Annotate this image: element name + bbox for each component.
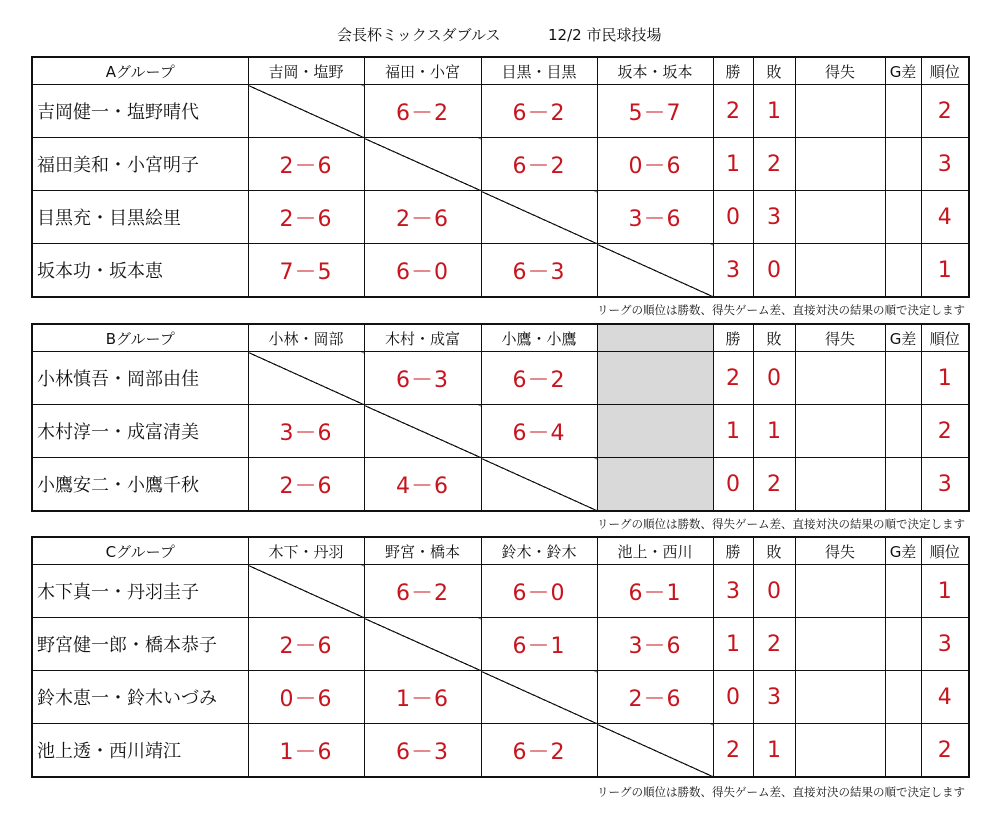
- rank-cell: 2: [921, 85, 969, 138]
- table-row: [32, 244, 969, 298]
- self-match-cell: [481, 671, 597, 724]
- col-gdiff: G差: [885, 57, 921, 85]
- win-count: 3: [713, 565, 753, 618]
- score-cell: 6－3: [364, 724, 481, 778]
- pair-name: 吉岡健一・塩野晴代: [32, 85, 248, 138]
- pair-name: 福田美和・小宮明子: [32, 138, 248, 191]
- group-name: Aグループ: [32, 57, 248, 85]
- score-cell: 6－2: [481, 138, 597, 191]
- rank-cell: 1: [921, 244, 969, 298]
- col-gdiff: G差: [885, 324, 921, 352]
- gdiff-cell: [885, 352, 921, 405]
- points-cell: [795, 191, 885, 244]
- gdiff-cell: [885, 191, 921, 244]
- score-cell: 2－6: [597, 671, 713, 724]
- self-match-cell: [248, 85, 364, 138]
- table-row: [32, 724, 969, 778]
- score-cell: 6－3: [481, 244, 597, 298]
- self-match-cell: [481, 458, 597, 512]
- loss-count: 1: [753, 724, 795, 778]
- col-win: 勝: [713, 57, 753, 85]
- pair-name: 目黒充・目黒絵里: [32, 191, 248, 244]
- score-cell: 6－1: [481, 618, 597, 671]
- self-match-cell: [248, 352, 364, 405]
- pair-name: 坂本功・坂本恵: [32, 244, 248, 298]
- col-team: 木下・丹羽: [248, 537, 364, 565]
- win-count: 1: [713, 618, 753, 671]
- self-match-cell: [364, 138, 481, 191]
- gdiff-cell: [885, 724, 921, 778]
- ranking-note: リーグの順位は勝数、得失ゲーム差、直接対決の結果の順で決定します: [597, 303, 965, 317]
- loss-count: 2: [753, 138, 795, 191]
- loss-count: 1: [753, 85, 795, 138]
- score-cell: 6－1: [597, 565, 713, 618]
- points-cell: [795, 565, 885, 618]
- score-cell: 0－6: [597, 138, 713, 191]
- gdiff-cell: [885, 618, 921, 671]
- group-b-table: [31, 323, 970, 512]
- pair-name: 野宮健一郎・橋本恭子: [32, 618, 248, 671]
- tournament-title: 会長杯ミックスダブルス: [337, 26, 501, 44]
- header-row: [32, 324, 969, 352]
- unused-column: [597, 324, 713, 352]
- pair-name: 木下真一・丹羽圭子: [32, 565, 248, 618]
- win-count: 2: [713, 85, 753, 138]
- win-count: 1: [713, 405, 753, 458]
- score-cell: 3－6: [597, 191, 713, 244]
- rank-cell: 2: [921, 724, 969, 778]
- score-cell: 0－6: [248, 671, 364, 724]
- points-cell: [795, 671, 885, 724]
- points-cell: [795, 138, 885, 191]
- col-team: 福田・小宮: [364, 57, 481, 85]
- col-rank: 順位: [921, 57, 969, 85]
- header-row: [32, 537, 969, 565]
- self-match-cell: [481, 191, 597, 244]
- rank-cell: 4: [921, 671, 969, 724]
- loss-count: 1: [753, 405, 795, 458]
- self-match-cell: [597, 724, 713, 778]
- loss-count: 3: [753, 191, 795, 244]
- col-win: 勝: [713, 537, 753, 565]
- col-rank: 順位: [921, 324, 969, 352]
- self-match-cell: [248, 565, 364, 618]
- col-team: 坂本・坂本: [597, 57, 713, 85]
- unused-column: [597, 352, 713, 405]
- score-cell: 6－2: [481, 85, 597, 138]
- col-points: 得失: [795, 324, 885, 352]
- page-title: [0, 24, 1000, 48]
- col-team: 木村・成富: [364, 324, 481, 352]
- win-count: 2: [713, 724, 753, 778]
- ranking-note: リーグの順位は勝数、得失ゲーム差、直接対決の結果の順で決定します: [597, 785, 965, 799]
- table-row: [32, 352, 969, 405]
- points-cell: [795, 458, 885, 512]
- score-cell: 5－7: [597, 85, 713, 138]
- col-points: 得失: [795, 537, 885, 565]
- win-count: 0: [713, 671, 753, 724]
- table-row: [32, 671, 969, 724]
- score-cell: 1－6: [248, 724, 364, 778]
- self-match-cell: [597, 244, 713, 298]
- table-row: [32, 191, 969, 244]
- rank-cell: 3: [921, 138, 969, 191]
- loss-count: 2: [753, 618, 795, 671]
- col-team: 吉岡・塩野: [248, 57, 364, 85]
- points-cell: [795, 405, 885, 458]
- score-cell: 3－6: [597, 618, 713, 671]
- win-count: 3: [713, 244, 753, 298]
- gdiff-cell: [885, 565, 921, 618]
- col-team: 目黒・目黒: [481, 57, 597, 85]
- table-row: [32, 458, 969, 512]
- col-team: 小鷹・小鷹: [481, 324, 597, 352]
- score-cell: 2－6: [248, 138, 364, 191]
- score-cell: 6－0: [364, 244, 481, 298]
- score-cell: 6－4: [481, 405, 597, 458]
- gdiff-cell: [885, 405, 921, 458]
- rank-cell: 3: [921, 458, 969, 512]
- loss-count: 0: [753, 244, 795, 298]
- gdiff-cell: [885, 458, 921, 512]
- score-cell: 6－2: [364, 85, 481, 138]
- points-cell: [795, 85, 885, 138]
- gdiff-cell: [885, 85, 921, 138]
- pair-name: 木村淳一・成富清美: [32, 405, 248, 458]
- col-loss: 敗: [753, 57, 795, 85]
- self-match-cell: [364, 405, 481, 458]
- win-count: 2: [713, 352, 753, 405]
- group-c-table: [31, 536, 970, 778]
- pair-name: 小鷹安二・小鷹千秋: [32, 458, 248, 512]
- unused-column: [597, 458, 713, 512]
- table-row: [32, 565, 969, 618]
- table-row: [32, 85, 969, 138]
- gdiff-cell: [885, 671, 921, 724]
- col-loss: 敗: [753, 537, 795, 565]
- points-cell: [795, 724, 885, 778]
- score-cell: 6－0: [481, 565, 597, 618]
- col-team: 野宮・橋本: [364, 537, 481, 565]
- col-team: 鈴木・鈴木: [481, 537, 597, 565]
- points-cell: [795, 244, 885, 298]
- rank-cell: 1: [921, 352, 969, 405]
- table-row: [32, 138, 969, 191]
- date-venue: 12/2 市民球技場: [548, 26, 662, 44]
- col-points: 得失: [795, 57, 885, 85]
- rank-cell: 1: [921, 565, 969, 618]
- gdiff-cell: [885, 138, 921, 191]
- header-row: [32, 57, 969, 85]
- group-a-table: [31, 56, 970, 298]
- score-cell: 6－2: [481, 352, 597, 405]
- col-gdiff: G差: [885, 537, 921, 565]
- win-count: 0: [713, 458, 753, 512]
- col-team: 池上・西川: [597, 537, 713, 565]
- score-cell: 2－6: [248, 458, 364, 512]
- win-count: 0: [713, 191, 753, 244]
- group-name: Cグループ: [32, 537, 248, 565]
- rank-cell: 3: [921, 618, 969, 671]
- score-cell: 2－6: [364, 191, 481, 244]
- score-cell: 3－6: [248, 405, 364, 458]
- col-loss: 敗: [753, 324, 795, 352]
- score-cell: 6－2: [364, 565, 481, 618]
- score-cell: 1－6: [364, 671, 481, 724]
- self-match-cell: [364, 618, 481, 671]
- pair-name: 池上透・西川靖江: [32, 724, 248, 778]
- points-cell: [795, 618, 885, 671]
- score-cell: 6－2: [481, 724, 597, 778]
- gdiff-cell: [885, 244, 921, 298]
- score-cell: 6－3: [364, 352, 481, 405]
- loss-count: 3: [753, 671, 795, 724]
- table-row: [32, 618, 969, 671]
- rank-cell: 4: [921, 191, 969, 244]
- loss-count: 2: [753, 458, 795, 512]
- ranking-note: リーグの順位は勝数、得失ゲーム差、直接対決の結果の順で決定します: [597, 517, 965, 531]
- score-cell: 7－5: [248, 244, 364, 298]
- col-win: 勝: [713, 324, 753, 352]
- pair-name: 鈴木恵一・鈴木いづみ: [32, 671, 248, 724]
- rank-cell: 2: [921, 405, 969, 458]
- col-rank: 順位: [921, 537, 969, 565]
- group-name: Bグループ: [32, 324, 248, 352]
- points-cell: [795, 352, 885, 405]
- table-row: [32, 405, 969, 458]
- unused-column: [597, 405, 713, 458]
- score-cell: 2－6: [248, 191, 364, 244]
- win-count: 1: [713, 138, 753, 191]
- loss-count: 0: [753, 352, 795, 405]
- pair-name: 小林慎吾・岡部由佳: [32, 352, 248, 405]
- score-cell: 4－6: [364, 458, 481, 512]
- score-cell: 2－6: [248, 618, 364, 671]
- loss-count: 0: [753, 565, 795, 618]
- col-team: 小林・岡部: [248, 324, 364, 352]
